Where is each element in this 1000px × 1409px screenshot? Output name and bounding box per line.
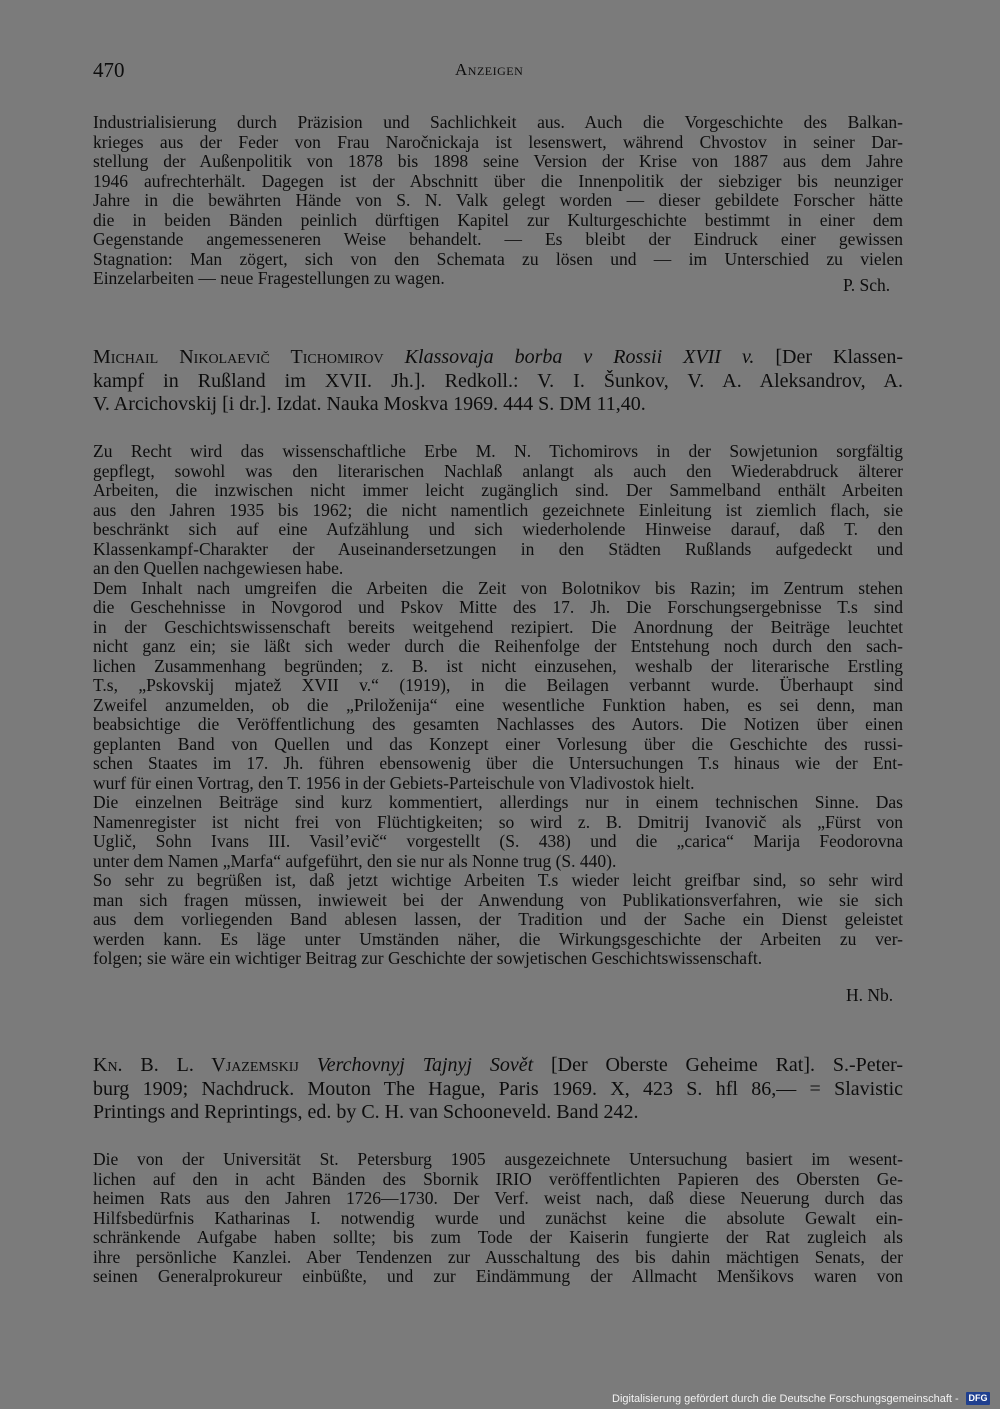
text-line: an den Quellen nachgewiesen habe. xyxy=(93,559,344,578)
text-line: Gegenstande angemesseneren Weise behandelt. — Es bleibt der Eindruck einer gewissen xyxy=(93,230,903,249)
review3-title: Verchovnyj Tajnyj Sovět xyxy=(316,1054,534,1076)
review2-signature: H. Nb. xyxy=(846,985,894,1005)
text-line: Dem Inhalt nach umgreifen die Arbeiten die Zeit von Bolotnikov bis Razin; im Zentrum stehen xyxy=(93,578,903,598)
text-line: ihre persönliche Kanzlei. Aber Tendenzen zur Ausschaltung des bis dahin mächtigen Senats, der xyxy=(93,1247,903,1267)
text-line: seinen Generalprokureur einbüßte, und zur Eindämmung der Allmacht Menšikovs waren von xyxy=(93,1267,903,1286)
text-line: schränkende Aufgabe haben sollte; bis zum Tode der Kaiserin fungierte der Rat zugleich als xyxy=(93,1228,903,1247)
text-line: lichen auf den in acht Bänden des Sbornik IRIO veröffentlichten Papieren des Obersten Ge- xyxy=(93,1169,903,1189)
funding-footer: Digitalisierung gefördert durch die Deutsche Forschungsgemeinschaft - xyxy=(612,1393,959,1405)
review1-signature: P. Sch. xyxy=(843,275,891,295)
text-line: aus dem vorliegenden Band ablesen lassen, der Tradition und der Sache ein Dienst geleistet xyxy=(93,910,903,929)
text-line: Hilfsbedürfnis Katharinas I. notwendig wurde und zunächst keine die absolute Gewalt ein- xyxy=(93,1208,903,1228)
text-line: Zweifel anzumelden, ob die „Priloženija“ eine wesentliche Funktion haben, es sei denn, man xyxy=(93,695,903,715)
text-line: lichen Zusammenhang begründen; z. B. ist nicht einzusehen, weshalb der literarische Erstling xyxy=(93,656,903,676)
review1-paragraph xyxy=(93,113,903,289)
text-line: 1946 aufrechterhält. Dagegen ist der Abschnitt über die Innenpolitik der siebziger bis neunziger xyxy=(93,171,903,191)
review3-heading-line: burg 1909; Nachdruck. Mouton The Hague, Paris 1969. X, 423 S. hfl 86,— = Slavistic xyxy=(93,1077,903,1100)
review2-author: Michail Nikolaevič Tichomirov xyxy=(93,346,384,368)
running-head: Anzeigen xyxy=(455,60,524,79)
review3-heading xyxy=(93,1054,903,1125)
review2-heading-line: V. Arcichovskij [i dr.]. Izdat. Nauka Moskva 1969. 444 S. DM 11,40. xyxy=(93,393,646,415)
text-line: die Geschehnisse in Novgorod und Pskov Mitte des 17. Jh. Die Forschungsergebnisse T.s sind xyxy=(93,598,903,617)
review2-title: Klassovaja borba v Rossii XVII v. xyxy=(404,346,755,368)
review3-heading-text: [Der Oberste Geheime Rat]. S.-Peter- xyxy=(551,1054,903,1076)
review2-heading xyxy=(93,346,903,417)
text-line: stellung der Außenpolitik von 1878 bis 1898 seine Version der Krise von 1887 aus dem Jahre xyxy=(93,152,903,171)
text-line: beschränkt sich auf eine Aufzählung und sich wiederholende Hinweise darauf, daß T. den xyxy=(93,520,903,539)
text-line: aus den Jahren 1935 bis 1962; die nicht namentlich gezeichnete Einleitung ist ziemlich flach, sie xyxy=(93,500,903,520)
text-line: beabsichtige die Veröffentlichung des gesamten Nachlasses des Autors. Die Notizen über einen xyxy=(93,715,903,734)
text-line: heimen Rats aus den Jahren 1726—1730. Der Verf. weist nach, daß diese Neuerung durch das xyxy=(93,1189,903,1208)
text-line: gepflegt, sowohl was den literarischen Nachlaß anlangt als auch den Wiederabdruck älterer xyxy=(93,461,903,481)
review3-author: Kn. B. L. Vjazemskij xyxy=(93,1054,299,1076)
text-line: Einzelarbeiten — neue Fragestellungen zu wagen. xyxy=(93,269,445,288)
text-line: in der Geschichtswissenschaft bereits weitgehend rezipiert. Die Anordnung der Beiträge leuchtet xyxy=(93,617,903,637)
text-line: unter dem Namen „Marfa“ aufgeführt, den sie nur als Nonne trug (S. 440). xyxy=(93,851,617,871)
text-line: folgen; sie wäre ein wichtiger Beitrag zur Geschichte der sowjetischen Geschichtswissenschaft. xyxy=(93,949,763,968)
text-line: werden kann. Es läge unter Umständen näher, die Wirkungsgeschichte der Arbeiten zu ver- xyxy=(93,929,903,949)
review3-body xyxy=(93,1150,903,1287)
text-line: krieges aus der Feder von Frau Naročnickaja ist lesenswert, während Chvostov in seiner Dar- xyxy=(93,132,903,152)
text-line: Klassenkampf-Charakter der Auseinandersetzungen in den Städten Rußlands aufgedeckt und xyxy=(93,539,903,559)
text-line: nicht ganz ein; sie läßt sich weder durch die Reihenfolge der Entstehung noch durch den sach- xyxy=(93,637,903,656)
text-line: Die von der Universität St. Petersburg 1905 ausgezeichnete Untersuchung basiert im wesent- xyxy=(93,1150,903,1169)
page-number: 470 xyxy=(93,58,125,82)
text-line: So sehr zu begrüßen ist, daß jetzt wichtige Arbeiten T.s wieder leicht greifbar sind, so sehr wird xyxy=(93,871,903,890)
text-line: wurf für einen Vortrag, den T. 1956 in der Gebiets-Parteischule von Vladivostok hielt. xyxy=(93,773,695,793)
text-line: Arbeiten, die inzwischen nicht immer leicht zugänglich sind. Der Sammelband enthält Arbeiten xyxy=(93,481,903,500)
text-line: Stagnation: Man zögert, sich von den Schemata zu lösen und — im Unterschied zu vielen xyxy=(93,249,903,269)
text-line: schen Staates im 17. Jh. führen ebensowenig über die Untersuchungen T.s hinaus wie der Ent- xyxy=(93,754,903,773)
text-line: man sich fragen müssen, inwieweit bei der Anwendung von Publikationsverfahren, wie sie sich xyxy=(93,890,903,910)
dfg-logo: DFG xyxy=(966,1392,990,1405)
text-line: die in beiden Bänden peinlich dürftigen Kapitel zur Kulturgeschichte bestimmt in einer dem xyxy=(93,210,903,230)
text-line: Namenregister ist nicht frei von Flüchtigkeiten; so wird z. B. Dmitrij Ivanovič als „Fürst von xyxy=(93,812,903,832)
review2-heading-line: kampf in Rußland im XVII. Jh.]. Redkoll.: V. I. Šunkov, V. A. Aleksandrov, A. xyxy=(93,369,903,392)
text-line: Die einzelnen Beiträge sind kurz kommentiert, allerdings nur in einem technischen Sinne. Das xyxy=(93,793,903,812)
review2-heading-text: [Der Klassen- xyxy=(775,346,903,368)
text-line: geplanten Band von Quellen und das Konzept einer Vorlesung über die Geschichte des russi- xyxy=(93,734,903,754)
review2-body xyxy=(93,442,903,969)
review3-heading-line: Printings and Reprintings, ed. by C. H. van Schooneveld. Band 242. xyxy=(93,1101,639,1123)
text-line: Uglič, Sohn Ivans III. Vasil’evič“ vorgestellt (S. 438) und die „carica“ Marija Feodorovna xyxy=(93,832,903,851)
text-line: Jahre in die bewährten Hände von S. N. Valk gelegt worden — dieser gebildete Forscher hätte xyxy=(93,191,903,210)
text-line: Industrialisierung durch Präzision und Sachlichkeit aus. Auch die Vorgeschichte des Balkan- xyxy=(93,113,903,132)
text-line: T.s, „Pskovskij mjatež XVII v.“ (1919), in die Beilagen verbannt wurde. Überhaupt sind xyxy=(93,676,903,695)
text-line: Zu Recht wird das wissenschaftliche Erbe M. N. Tichomirovs in der Sowjetunion sorgfältig xyxy=(93,442,903,461)
